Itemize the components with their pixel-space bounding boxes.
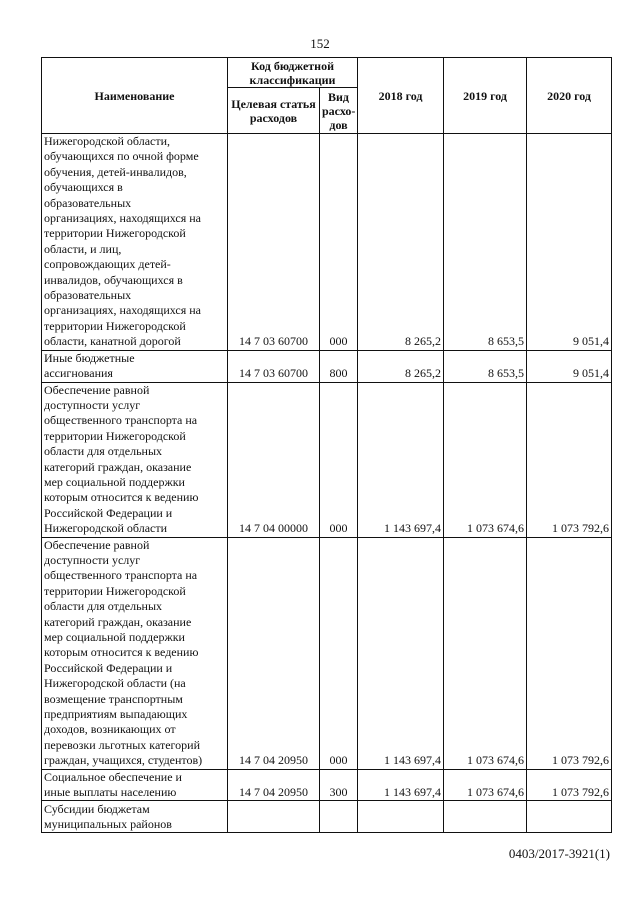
row-article-cell: 14 7 03 60700 xyxy=(228,134,320,351)
table-row xyxy=(42,537,612,769)
row-2019-cell: 1 073 674,6 xyxy=(444,537,527,769)
budget-table xyxy=(41,57,612,833)
page-number: 152 xyxy=(310,36,330,51)
row-2019-cell: 8 653,5 xyxy=(444,350,527,382)
table-row xyxy=(42,350,612,382)
row-name-cell: Иные бюджетные ассигнования xyxy=(42,350,228,382)
table-row xyxy=(42,801,612,833)
header-name: Наименование xyxy=(42,58,228,134)
row-type-cell: 300 xyxy=(320,769,358,801)
row-type-cell: 800 xyxy=(320,350,358,382)
row-article-cell: 14 7 04 20950 xyxy=(228,769,320,801)
row-article-cell: 14 7 04 00000 xyxy=(228,382,320,537)
row-name-cell: Субсидии бюджетам муниципальных районов xyxy=(42,801,228,833)
row-type-cell: 000 xyxy=(320,382,358,537)
row-article-cell: 14 7 04 20950 xyxy=(228,537,320,769)
row-name-cell: Нижегородской области, обучающихся по очной форме обучения, детей-инвалидов, обучающихся в образовательных организациях, находящихся на территории Нижегородской области, и лиц, сопровождающих детей- инвалидов, обучающихся в образовательных организациях, находящихся на территории Нижегородской области, канатной дорогой xyxy=(42,134,228,351)
header-code-group: Код бюджетной классификации xyxy=(228,58,358,88)
row-2018-cell: 8 265,2 xyxy=(358,134,444,351)
row-2018-cell: 1 143 697,4 xyxy=(358,537,444,769)
header-2019: 2019 год xyxy=(444,58,527,134)
row-2019-cell: 8 653,5 xyxy=(444,134,527,351)
header-expense-type: Вид расхо-дов xyxy=(320,88,358,134)
row-2018-cell xyxy=(358,801,444,833)
table-row xyxy=(42,769,612,801)
row-type-cell: 000 xyxy=(320,537,358,769)
row-2020-cell: 9 051,4 xyxy=(527,350,612,382)
header-2020: 2020 год xyxy=(527,58,612,134)
table-row xyxy=(42,134,612,351)
row-2020-cell: 9 051,4 xyxy=(527,134,612,351)
row-2020-cell: 1 073 792,6 xyxy=(527,769,612,801)
row-2020-cell: 1 073 792,6 xyxy=(527,537,612,769)
header-2018: 2018 год xyxy=(358,58,444,134)
row-2018-cell: 8 265,2 xyxy=(358,350,444,382)
document-code: 0403/2017-3921(1) xyxy=(508,846,610,861)
row-article-cell: 14 7 03 60700 xyxy=(228,350,320,382)
row-name-cell: Обеспечение равной доступности услуг общественного транспорта на территории Нижегородской области для отдельных категорий граждан, оказание мер социальной поддержки которым относится к ведению Российской Федерации и Нижегородской области (на возмещение транспортным предприятиям выпадающих доходов, возникающих от перевозки льготных категорий граждан, учащихся, студентов) xyxy=(42,537,228,769)
row-2019-cell: 1 073 674,6 xyxy=(444,769,527,801)
row-2019-cell xyxy=(444,801,527,833)
header-target-article: Целевая статья расходов xyxy=(228,88,320,134)
row-name-cell: Обеспечение равной доступности услуг общественного транспорта на территории Нижегородской области для отдельных категорий граждан, оказание мер социальной поддержки которым относится к ведению Российской Федерации и Нижегородской области xyxy=(42,382,228,537)
row-type-cell xyxy=(320,801,358,833)
row-article-cell xyxy=(228,801,320,833)
row-2018-cell: 1 143 697,4 xyxy=(358,769,444,801)
row-name-cell: Социальное обеспечение и иные выплаты населению xyxy=(42,769,228,801)
row-type-cell: 000 xyxy=(320,134,358,351)
row-2019-cell: 1 073 674,6 xyxy=(444,382,527,537)
table-row xyxy=(42,382,612,537)
row-2018-cell: 1 143 697,4 xyxy=(358,382,444,537)
row-2020-cell: 1 073 792,6 xyxy=(527,382,612,537)
row-2020-cell xyxy=(527,801,612,833)
